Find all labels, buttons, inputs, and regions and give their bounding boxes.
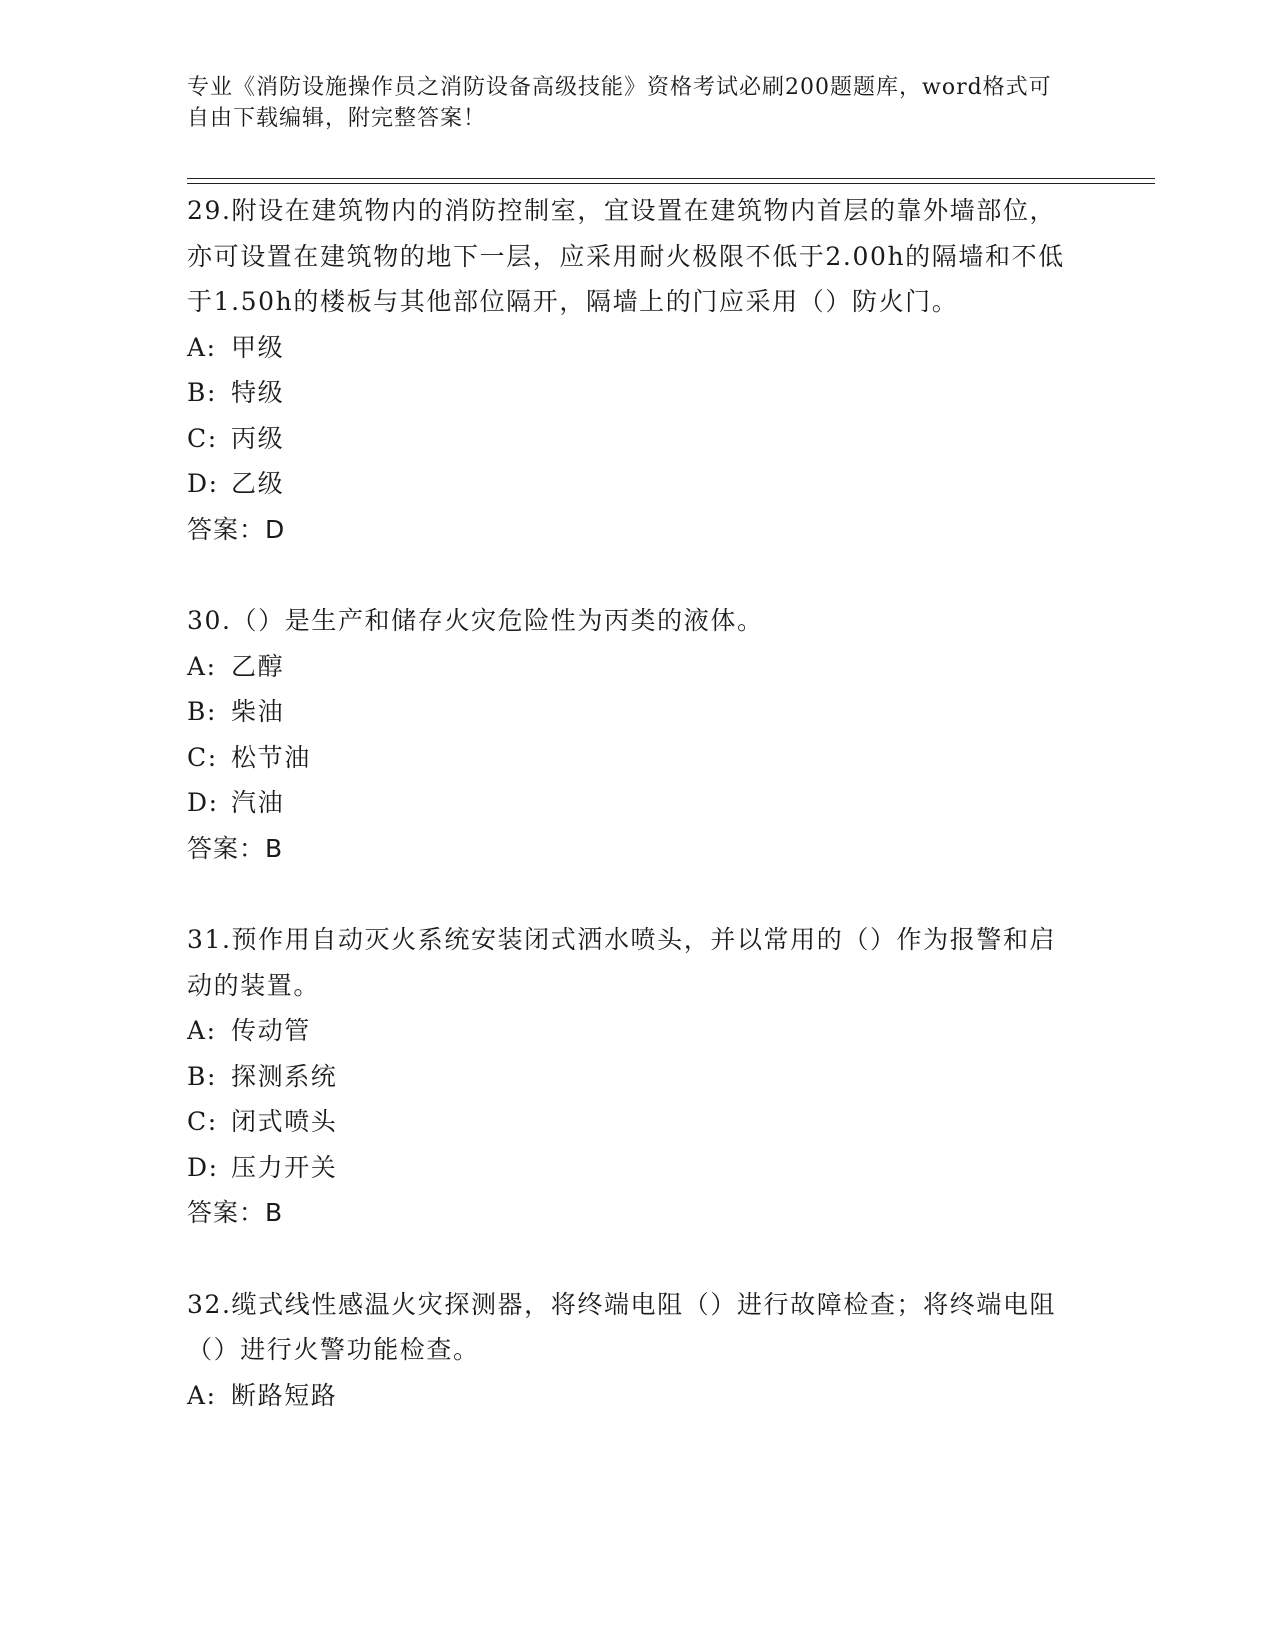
- option-text: 汽油: [231, 788, 285, 817]
- option-text: 传动管: [231, 1016, 311, 1045]
- question-text: 29.附设在建筑物内的消防控制室，宜设置在建筑物内首层的靠外墙部位，亦可设置在建筑物的地下一层，应采用耐火极限不低于2.00h的隔墙和不低于1.50h的楼板与其他部位隔开，隔墙上的门应采用（）防火门。: [187, 196, 1065, 316]
- question-31: [187, 917, 1077, 1236]
- question-29: [187, 188, 1077, 552]
- option-text: 丙级: [231, 423, 285, 453]
- answer-line: 答案：D: [187, 514, 286, 544]
- header-divider-top: [187, 178, 1155, 179]
- option-text: 松节油: [231, 742, 311, 772]
- option-text: 断路短路: [231, 1380, 338, 1410]
- option-d: [187, 461, 1077, 507]
- question-list: [187, 188, 1077, 1464]
- option-b: [187, 1054, 1077, 1100]
- question-text: 30.（）是生产和储存火灾危险性为丙类的液体。: [187, 606, 764, 635]
- option-letter: A:: [187, 332, 217, 362]
- option-text: 乙级: [231, 469, 285, 498]
- option-text: 甲级: [231, 332, 285, 362]
- option-letter: C:: [187, 423, 218, 453]
- header-divider-bottom: [187, 183, 1155, 184]
- option-letter: D:: [187, 1152, 219, 1182]
- document-header: 专业《消防设施操作员之消防设备高级技能》资格考试必刷200题题库，word格式可自由下载编辑，附完整答案！: [187, 75, 1052, 131]
- option-letter: A:: [187, 1380, 217, 1410]
- question-32: [187, 1282, 1077, 1419]
- option-letter: D:: [187, 469, 219, 498]
- question-30: [187, 598, 1077, 871]
- option-text: 闭式喷头: [231, 1107, 338, 1136]
- option-text: 柴油: [231, 697, 285, 726]
- option-a: [187, 644, 1077, 690]
- option-c: [187, 416, 1077, 462]
- option-c: [187, 735, 1077, 781]
- option-a: [187, 1373, 1077, 1419]
- option-text: 特级: [231, 378, 285, 407]
- option-text: 探测系统: [231, 1061, 338, 1091]
- option-d: [187, 780, 1077, 826]
- option-letter: D:: [187, 788, 219, 817]
- question-text: 31.预作用自动灭火系统安装闭式洒水喷头，并以常用的（）作为报警和启动的装置。: [187, 925, 1057, 1000]
- option-text: 压力开关: [231, 1152, 338, 1182]
- option-letter: B:: [187, 378, 217, 407]
- option-d: [187, 1145, 1077, 1191]
- option-letter: B:: [187, 697, 217, 726]
- option-letter: C:: [187, 1107, 218, 1136]
- option-text: 乙醇: [231, 651, 285, 681]
- option-a: [187, 1008, 1077, 1054]
- option-b: [187, 370, 1077, 416]
- option-letter: A:: [187, 651, 217, 681]
- option-c: [187, 1099, 1077, 1145]
- option-a: [187, 325, 1077, 371]
- answer-line: 答案：B: [187, 833, 284, 863]
- question-text: 32.缆式线性感温火灾探测器，将终端电阻（）进行故障检查；将终端电阻（）进行火警功能检查。: [187, 1289, 1057, 1364]
- option-letter: B:: [187, 1061, 217, 1091]
- option-letter: C:: [187, 742, 218, 772]
- option-b: [187, 689, 1077, 735]
- option-letter: A:: [187, 1016, 217, 1045]
- answer-line: 答案：B: [187, 1198, 284, 1227]
